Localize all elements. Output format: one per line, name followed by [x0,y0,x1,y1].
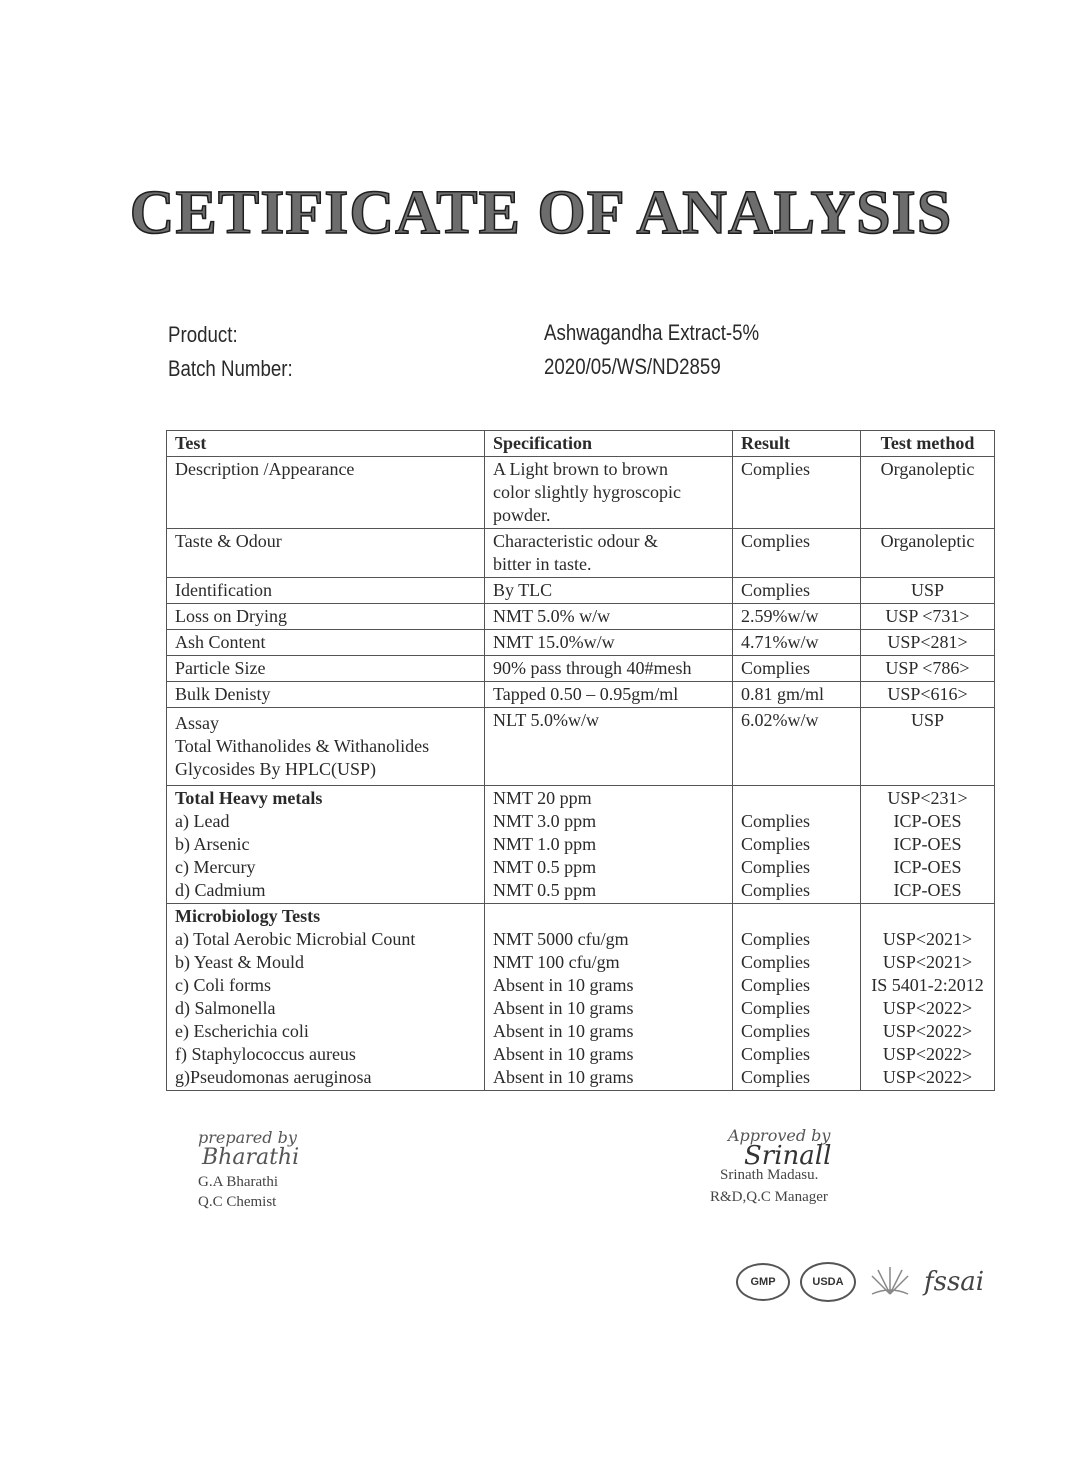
result-line: Complies [741,1044,811,1064]
spec-line: NMT 0.5 ppm [493,857,597,877]
test-line: a) Lead [175,811,230,831]
cell-text: Complies [741,580,811,600]
result-line: Complies [741,880,811,900]
method-line: ICP-OES [893,857,962,877]
method-cell [861,457,995,529]
cell-text: Organoleptic [880,459,975,479]
test-line: b) Yeast & Mould [175,952,305,972]
result-cell [733,529,861,578]
test-line: b) Arsenic [175,834,250,854]
method-line: USP<2021> [882,952,973,972]
spec-line: NMT 1.0 ppm [493,834,597,854]
prepared-by-caption: prepared by [198,1128,297,1147]
spec-cell [485,630,733,656]
table-row-microbiology [167,904,995,1091]
cell-text: USP <786> [885,658,970,678]
product-label: Product: [168,322,238,347]
table-row [167,529,995,578]
result-line: Complies [741,975,811,995]
spec-line: Absent in 10 grams [493,1044,634,1064]
result-line [741,905,852,928]
method-line: USP<2022> [882,1021,973,1041]
spec-cell [485,457,733,529]
assay-spec-cell: NLT 5.0%w/w [485,708,733,786]
method-line: ICP-OES [893,834,962,854]
test-line: c) Mercury [175,857,256,877]
spec-line [493,905,724,928]
test-cell [167,529,485,578]
result-cell [733,630,861,656]
assay-test-line: Total Withanolides & Withanolides [175,736,430,756]
microbiology-method-cell [861,904,995,1091]
result-line: Complies [741,857,811,877]
method-line: USP<2022> [882,1044,973,1064]
analysis-table [166,430,995,1091]
method-line: USP<2022> [882,998,973,1018]
usda-organic-logo: USDA [800,1262,856,1302]
test-cell [167,656,485,682]
approved-by-block [710,1126,831,1207]
document-title: CETIFICATE OF ANALYSIS [129,179,953,247]
table-row [167,578,995,604]
cell-text: USP [910,580,945,600]
cell-text: 4.71%w/w [741,632,819,652]
spec-line: NMT 5000 cfu/gm [493,929,629,949]
approved-name: Srinath Madasu. [720,1167,819,1183]
result-line: Complies [741,1021,811,1041]
method-cell [861,578,995,604]
table-header-row [167,431,995,457]
cell-text: powder. [493,505,551,525]
test-line: e) Escherichia coli [175,1021,309,1041]
cell-text: color slightly hygroscopic [493,482,681,502]
cell-text: Complies [741,459,811,479]
method-line: USP<2021> [882,929,973,949]
cell-text: Bulk Denisty [175,684,271,704]
result-line: Complies [741,929,811,949]
result-cell [733,604,861,630]
test-cell [167,604,485,630]
spec-line: Absent in 10 grams [493,1067,634,1087]
microbiology-test-cell [167,904,485,1091]
approved-by-caption: Approved by [728,1126,831,1145]
method-cell [861,682,995,708]
approved-role: R&D,Q.C Manager [710,1189,828,1205]
table-row-heavy-metals [167,786,995,904]
result-line: Complies [741,998,811,1018]
test-line: f) Staphylococcus aureus [175,1044,356,1064]
header-specification: Specification [485,431,733,457]
cell-text: USP<616> [887,684,968,704]
cell-text: NMT 5.0% w/w [493,606,611,626]
cell-text: 2.59%w/w [741,606,819,626]
result-line: Complies [741,952,811,972]
test-cell [167,630,485,656]
spec-line: NMT 0.5 ppm [493,880,597,900]
test-line: c) Coli forms [175,975,271,995]
spec-line: Absent in 10 grams [493,1021,634,1041]
test-line: a) Total Aerobic Microbial Count [175,929,416,949]
cell-text: Tapped 0.50 – 0.95gm/ml [493,684,679,704]
microbiology-result-cell [733,904,861,1091]
spec-line: NMT 100 cfu/gm [493,952,620,972]
result-cell [733,682,861,708]
batch-value: 2020/05/WS/ND2859 [544,354,721,379]
result-line: Complies [741,834,811,854]
assay-result-cell: 6.02%w/w [733,708,861,786]
certification-logos [736,1262,984,1302]
cell-text: NMT 15.0%w/w [493,632,615,652]
result-cell [733,578,861,604]
header-result: Result [733,431,861,457]
prepared-role: Q.C Chemist [198,1194,277,1210]
result-cell [733,457,861,529]
method-cell [861,656,995,682]
assay-test-line: Assay [175,713,219,733]
assay-test-line: Glycosides By HPLC(USP) [175,759,377,779]
spec-cell [485,682,733,708]
test-line: d) Cadmium [175,880,266,900]
method-line: ICP-OES [893,880,962,900]
method-line [869,905,986,928]
test-line: Total Heavy metals [175,788,323,808]
method-line: ICP-OES [893,811,962,831]
method-line: IS 5401-2:2012 [871,975,984,995]
cell-text: Particle Size [175,658,266,678]
cell-text: A Light brown to brown [493,459,668,479]
cell-text: Loss on Drying [175,606,287,626]
table-row-assay [167,708,995,786]
spec-line: NMT 3.0 ppm [493,811,597,831]
test-line: d) Salmonella [175,998,276,1018]
method-line: USP<2022> [882,1067,973,1087]
cell-text: Ash Content [175,632,266,652]
result-line: Complies [741,811,811,831]
cell-text: By TLC [493,580,553,600]
method-line: USP<231> [887,788,968,808]
result-line: Complies [741,1067,811,1087]
test-line: Microbiology Tests [175,906,321,926]
prepared-name: G.A Bharathi [198,1174,278,1190]
method-cell [861,604,995,630]
cell-text: Organoleptic [880,531,975,551]
prepared-by-block [198,1128,299,1212]
table-row [167,604,995,630]
test-line: g)Pseudomonas aeruginosa [175,1067,372,1087]
cell-text: Description /Appearance [175,459,355,479]
assay-method-cell: USP [861,708,995,786]
prepared-signature: Bharathi [202,1145,300,1170]
table-row [167,630,995,656]
spec-cell [485,656,733,682]
cell-text: Taste & Odour [175,531,282,551]
test-cell [167,457,485,529]
test-cell [167,682,485,708]
spec-cell [485,578,733,604]
approved-signature: Srinall [744,1141,832,1171]
cell-text: 0.81 gm/ml [741,684,825,704]
cell-text: 90% pass through 40#mesh [493,658,692,678]
cell-text: Complies [741,531,811,551]
header-test: Test [167,431,485,457]
result-line [741,787,852,810]
spec-line: Absent in 10 grams [493,998,634,1018]
batch-label: Batch Number: [168,356,293,381]
cell-text: USP <731> [885,606,970,626]
heavy-metals-result-cell [733,786,861,904]
test-cell [167,578,485,604]
heavy-metals-test-cell [167,786,485,904]
microbiology-spec-cell [485,904,733,1091]
method-cell [861,529,995,578]
result-cell [733,656,861,682]
cell-text: Characteristic odour & [493,531,658,551]
spec-cell [485,604,733,630]
table-row [167,457,995,529]
table-row [167,656,995,682]
product-value: Ashwagandha Extract-5% [544,320,760,345]
emblem-logo [866,1264,914,1300]
fssai-logo: fssai [924,1267,985,1297]
spec-cell [485,529,733,578]
cell-text: bitter in taste. [493,554,592,574]
method-cell [861,630,995,656]
table-row [167,682,995,708]
assay-test-cell [167,708,485,786]
cell-text: Identification [175,580,272,600]
header-test-method: Test method [861,431,995,457]
spec-line: NMT 20 ppm [493,788,592,808]
heavy-metals-method-cell [861,786,995,904]
spec-line: Absent in 10 grams [493,975,634,995]
cell-text: USP<281> [887,632,968,652]
gmp-logo: GMP [736,1263,790,1301]
cell-text: Complies [741,658,811,678]
heavy-metals-spec-cell [485,786,733,904]
